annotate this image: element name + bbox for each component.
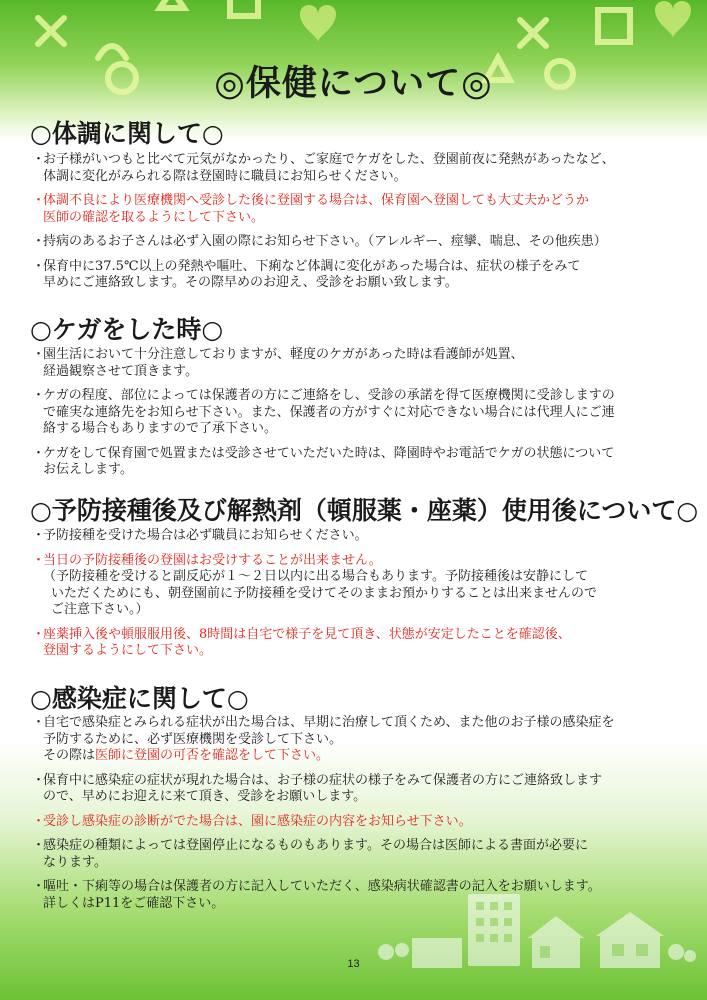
list-item: ・ 嘔吐・下痢等の場合は保護者の方に記入していただく、感染病状確認書の記入をお願いします。 詳しくはP11をご確認下さい。 <box>32 879 601 911</box>
tree-icon-2 <box>395 943 409 957</box>
list-item: ・ 受診し感染症の診断がでた場合は、園に感染症の内容をお知らせ下さい。 <box>32 813 472 829</box>
list-item: ・ 体調不良により医療機関へ受診した後に登園する場合は、保育園へ登園しても大丈夫かどうか 医師の確認を取るようにして下さい。 <box>32 193 590 225</box>
page-number: 13 <box>347 958 360 970</box>
list-item: ・ 座薬挿入後や頓服服用後、8時間は自宅で様子を見て頂き、状態が安定したことを確認後、 登園するようにして下さい。 <box>32 626 571 658</box>
list-item: ・ お子様がいつもと比べて元気がなかったり、ご家庭でケガをした、登園前夜に発熱があったなど、 体調に変化がみられる際は登園時に職員にお知らせください。 <box>32 152 615 184</box>
section-heading-injury: ○ケガをした時○ <box>30 315 224 344</box>
list-item: ・ 保育中に感染症の症状が現れた場合は、お子様の症状の様子をみて保護者の方にご連絡致します ので、早めにお迎えに来て頂き、受診をお願いします。 <box>32 772 603 804</box>
section-heading-health-condition: ○体調に関して○ <box>30 119 224 148</box>
list-item: ・ 感染症の種類によっては登園停止になるものもあります。その場合は医師による書面が必要に なります。 <box>32 838 588 870</box>
section-heading-infectious-disease: ○感染症に関して○ <box>30 684 249 713</box>
list-item: ・ 持病のあるお子さんは必ず入園の際にお知らせ下さい。（アレルギー、痙攣、喘息、その他疾患） <box>32 234 607 249</box>
section-list-health-condition <box>32 152 680 300</box>
section-heading-vaccination-medicine: ○予防接種後及び解熱剤（頓服薬・座薬）使用後について○ <box>30 496 699 525</box>
section-list-injury <box>32 347 680 487</box>
section-list-vaccination-medicine <box>32 528 680 668</box>
list-item: ・ 当日の予防接種後の登園はお受けすることが出来ません。 （予防接種を受けると副反応が１～２日以内に出る場合もあります。予防接種後は安静にして いただくためにも、朝登園前に予防接種を受けてそのままお預かりすることは出来ませんので ご注意下さい。） <box>32 552 598 617</box>
list-item: ・ 園生活において十分注意しておりますが、軽度のケガがあった時は看護師が処置、 経過観察させて頂きます。 <box>32 347 524 379</box>
list-item: ・ ケガをして保育園で処置または受診させていただいた時は、降園時やお電話でケガの状態について お伝えします。 <box>32 445 615 477</box>
list-item: ・ 予防接種を受けた場合は必ず職員にお知らせください。 <box>32 528 368 543</box>
list-item: ・ 自宅で感染症とみられる症状が出た場合は、早期に治療して頂くため、また他のお子様の感染症を 予防するために、必ず医療機関を受診して下さい。 その際は医師に登園の可否を確認をして下さい。 <box>32 715 615 763</box>
emphasis-text: 医師に登園の可否を確認をして下さい。 <box>95 748 330 763</box>
list-item: ・ 保育中に37.5℃以上の発熱や嘔吐、下痢など体調に変化があった場合は、症状の様子をみて 早めにご連絡致します。その際早めのお迎え、受診をお願い致します。 <box>32 258 581 290</box>
page-title: ◎保健について◎ <box>214 63 493 104</box>
list-item: ・ ケガの程度、部位によっては保護者の方にご連絡をし、受診の承諾を得て医療機関に受診しますの で確実な連絡先をお知らせ下さい。また、保護者の方がすぐに対応できない場合には代理人にご連 絡する場合もありますので了承下さい。 <box>32 388 615 436</box>
section-list-infectious-disease <box>32 715 680 920</box>
